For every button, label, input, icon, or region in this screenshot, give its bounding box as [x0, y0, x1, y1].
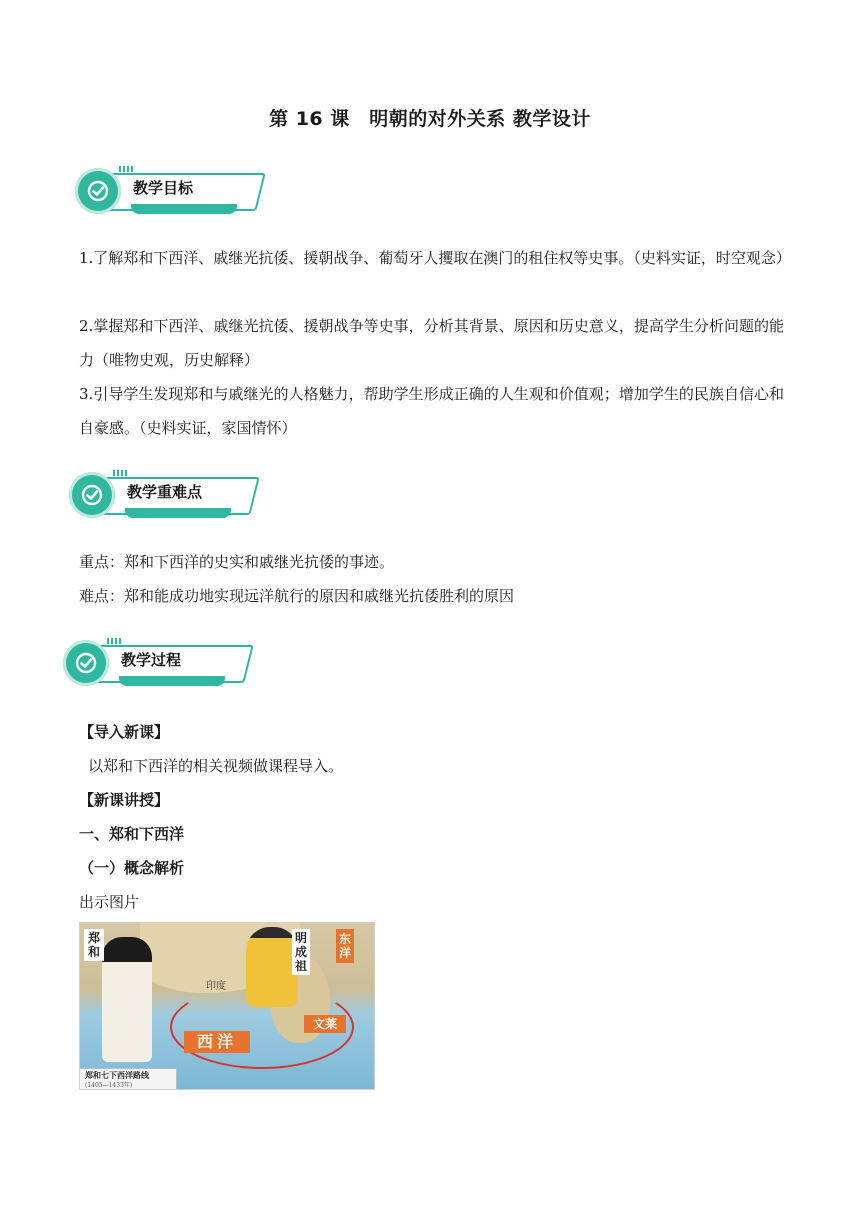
section-label: 教学目标: [133, 179, 194, 197]
section-header-foot: [119, 676, 225, 686]
objective-1: 1.了解郑和下西洋、戚继光抗倭、援朝战争、葡萄牙人攫取在澳门的租住权等史事。（史料实证，时空观念）: [79, 249, 791, 267]
zheng-he-voyages-map-image: [79, 922, 375, 1090]
emperor-label: 明成祖: [292, 929, 310, 975]
part1-heading: 一、郑和下西洋: [79, 825, 185, 843]
map-caption-years: (1405—1433年): [85, 1082, 133, 1089]
section-header-dots: [119, 166, 133, 172]
key-point-difficulty: 难点：郑和能成功地实现远洋航行的原因和戚继光抗倭胜利的原因: [79, 587, 515, 605]
section-header-key-points: [69, 472, 259, 524]
map-caption-title: 郑和七下西洋路线: [85, 1071, 149, 1080]
check-circle-icon: [69, 472, 115, 518]
objective-3: 3.引导学生发现郑和与戚继光的人格魅力，帮助学生形成正确的人生观和价值观；增加学生的民族自信心和自豪感。（史料实证，家国情怀）: [79, 385, 784, 437]
intro-heading: 【导入新课】: [79, 723, 170, 741]
emperor-figure: [246, 927, 298, 1007]
india-label: 印度: [206, 981, 226, 992]
section-label: 教学过程: [121, 651, 182, 669]
west-ocean-label: 西洋: [184, 1031, 250, 1053]
section-header-dots: [107, 638, 121, 644]
section-label: 教学重难点: [127, 483, 203, 501]
brunei-label: 文莱: [304, 1015, 346, 1033]
sub1-heading: （一）概念解析: [79, 859, 185, 877]
section-header-dots: [113, 470, 127, 476]
zheng-he-label: 郑和: [84, 929, 104, 961]
map-caption: [80, 1068, 177, 1089]
new-lesson-heading: 【新课讲授】: [79, 791, 170, 809]
zheng-he-figure: [102, 937, 152, 1062]
check-circle-icon: [63, 640, 109, 686]
section-header-foot: [125, 508, 231, 518]
section-header-objectives: [75, 168, 265, 220]
intro-text: 以郑和下西洋的相关视频做课程导入。: [88, 757, 344, 775]
objective-2: 2.掌握郑和下西洋、戚继光抗倭、援朝战争等史事，分析其背景、原因和历史意义，提高学生分析问题的能力（唯物史观，历史解释）: [79, 317, 784, 369]
key-point-focus: 重点：郑和下西洋的史实和戚继光抗倭的事迹。: [79, 553, 395, 571]
section-header-process: [63, 640, 253, 692]
east-ocean-label: 东洋: [336, 929, 354, 963]
document-title: 第 16 课 明朝的对外关系 教学设计: [269, 108, 591, 130]
show-picture-text: 出示图片: [79, 893, 140, 911]
section-header-foot: [131, 204, 237, 214]
check-circle-icon: [75, 168, 121, 214]
